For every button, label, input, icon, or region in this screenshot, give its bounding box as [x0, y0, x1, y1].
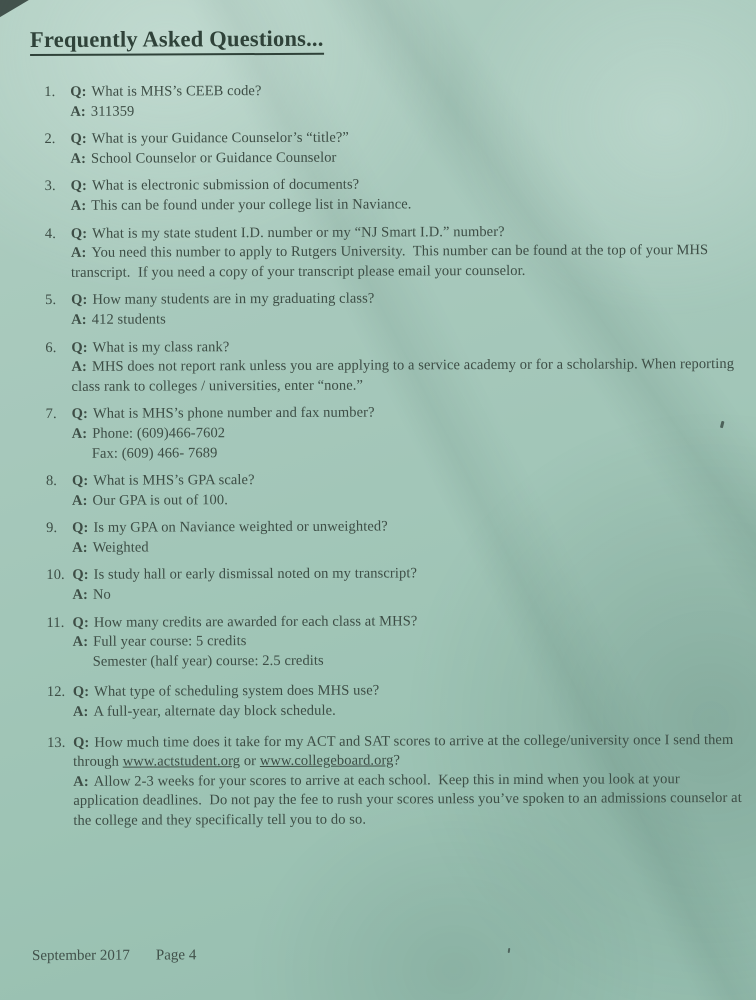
text-segment: What is MHS’s CEEB code? — [91, 83, 262, 100]
footer-date: September 2017 — [31, 947, 130, 965]
answer-line — [71, 308, 744, 331]
qa-label: A: — [70, 103, 86, 120]
faq-content — [70, 127, 743, 169]
text-segment: What is my state student I.D. number or my “NJ Smart I.D.” number? — [92, 223, 505, 242]
faq-item — [47, 611, 746, 673]
link-text: www.collegeboard.org — [259, 752, 394, 770]
qa-label: A: — [71, 492, 88, 509]
qa-label: A: — [70, 244, 87, 262]
answer-line — [73, 700, 746, 723]
faq-number: 5. — [45, 292, 57, 309]
qa-label: A: — [72, 634, 89, 651]
qa-label: A: — [71, 358, 87, 375]
qa-label: A: — [72, 586, 88, 603]
faq-content — [72, 516, 745, 558]
text-segment: Full year course: 5 credits — [93, 633, 247, 651]
qa-label: Q: — [71, 406, 88, 423]
faq-content — [73, 731, 746, 832]
faq-content — [72, 563, 745, 605]
qa-label: A: — [73, 773, 89, 790]
text-segment: What is MHS’s GPA scale? — [93, 472, 255, 489]
faq-number: 6. — [45, 339, 57, 356]
text-segment: Phone: (609)466-7602 — [92, 425, 226, 442]
text-segment: Is study hall or early dismissal noted on my transcript? — [93, 565, 418, 584]
faq-content — [70, 80, 743, 122]
answer-line — [73, 770, 746, 832]
footer-page-number: Page 4 — [155, 947, 197, 964]
link-text: www.actstudent.org — [122, 753, 241, 770]
answer-line — [72, 583, 745, 606]
text-segment: A full-year, alternate day block schedule. — [93, 702, 336, 720]
qa-label: Q: — [71, 472, 89, 489]
faq-item — [46, 563, 745, 605]
faq-item — [45, 221, 744, 283]
qa-label: Q: — [72, 520, 89, 537]
text-segment: Our GPA is out of 100. — [92, 491, 228, 509]
answer-line — [70, 100, 743, 123]
faq-number: 9. — [46, 520, 58, 537]
faq-item — [45, 288, 744, 330]
faq-number: 7. — [45, 406, 57, 423]
faq-item — [47, 731, 746, 832]
text-segment: What is electronic submission of documents? — [91, 176, 360, 195]
text-segment: Fax: (609) 466- 7689 — [91, 444, 218, 462]
faq-content — [72, 402, 745, 464]
answer-line — [72, 489, 745, 512]
faq-content — [71, 335, 744, 397]
page-title: Frequently Asked Questions... — [30, 26, 324, 56]
text-segment: MHS does not report rank unless you are applying to a service academy or for a scholarship. When reporting class rank to colleges / universities, enter “none.” — [71, 356, 738, 395]
text-segment: ? — [393, 752, 401, 769]
text-segment: Is my GPA on Naviance weighted or unweighted? — [93, 518, 388, 537]
faq-number: 3. — [44, 178, 56, 195]
qa-label: Q: — [70, 225, 88, 242]
text-segment: School Counselor or Guidance Counselor — [90, 149, 337, 167]
text-segment: No — [92, 586, 111, 603]
text-segment: Allow 2-3 weeks for your scores to arrive at each school. Keep this in mind when you look at your application deadlines. Do not pay the fee to rush your scores unless you’ve spoken to an admissions counselor at the college and they specifically tell you to do so. — [73, 771, 746, 829]
faq-content — [73, 680, 746, 722]
faq-number: 13. — [47, 734, 66, 751]
faq-content — [72, 469, 745, 511]
text-segment: Weighted — [92, 539, 149, 556]
faq-item — [46, 402, 745, 464]
faq-content — [71, 288, 744, 330]
paper-corner-shadow — [0, 0, 46, 24]
faq-item — [47, 680, 746, 722]
qa-label: Q: — [70, 130, 87, 148]
faq-number: 1. — [44, 83, 56, 100]
faq-number: 8. — [45, 473, 58, 490]
faq-item — [46, 469, 745, 511]
qa-label: Q: — [72, 614, 89, 631]
answer-line — [72, 536, 745, 559]
answer-line — [71, 194, 744, 217]
qa-label: A: — [72, 703, 89, 720]
answer-line — [71, 241, 744, 283]
text-segment: What is MHS’s phone number and fax number? — [92, 404, 375, 423]
text-segment: Semester (half year) course: 2.5 credits — [92, 652, 324, 670]
page-footer — [32, 947, 196, 965]
qa-label: Q: — [72, 567, 89, 584]
answer-line — [71, 355, 744, 397]
ink-speck — [508, 948, 511, 953]
text-segment: How many credits are awarded for each class at MHS? — [93, 613, 418, 631]
faq-list — [44, 80, 746, 832]
qa-label: Q: — [73, 734, 90, 751]
faq-item — [44, 127, 743, 169]
faq-number: 12. — [46, 684, 66, 701]
text-segment: What is my class rank? — [92, 338, 230, 356]
text-segment: You need this number to apply to Rutgers University. This number can be found at the top of your MHS transcript. If you need a copy of your transcript please email your counselor. — [70, 242, 712, 281]
text-segment: This can be found under your college list in Naviance. — [91, 196, 412, 214]
text-segment: How many students are in my graduating class? — [92, 290, 375, 309]
qa-label: A: — [71, 311, 87, 328]
faq-content — [71, 221, 744, 283]
answer-line — [70, 147, 743, 170]
faq-number: 10. — [46, 567, 65, 584]
text-segment: What type of scheduling system does MHS use? — [94, 682, 380, 701]
faq-content — [73, 611, 746, 673]
faq-item — [46, 516, 745, 558]
faq-item — [45, 335, 744, 397]
faq-number: 4. — [44, 225, 56, 242]
text-segment: How much time does it take for my ACT and SAT scores to arrive at the college/university once I send them through — [73, 731, 738, 771]
qa-label: Q: — [72, 684, 90, 701]
qa-label: Q: — [71, 339, 88, 356]
qa-label: Q: — [70, 178, 87, 195]
faq-number: 11. — [46, 614, 65, 631]
faq-item — [45, 174, 744, 216]
qa-label: Q: — [71, 292, 88, 309]
faq-item — [44, 80, 743, 122]
text-segment: 311359 — [90, 103, 135, 120]
text-segment: or — [240, 753, 260, 770]
faq-number: 2. — [44, 131, 56, 148]
text-segment: 412 students — [91, 311, 166, 328]
question-line — [73, 731, 746, 773]
qa-label: A: — [71, 425, 88, 442]
qa-label: Q: — [70, 83, 87, 100]
qa-label: A: — [70, 150, 87, 167]
answer-extra-line — [93, 650, 746, 672]
faq-content — [71, 174, 744, 216]
qa-label: A: — [70, 197, 87, 214]
qa-label: A: — [72, 539, 88, 556]
answer-extra-line — [92, 441, 745, 463]
text-segment: What is your Guidance Counselor’s “title?” — [91, 129, 349, 147]
